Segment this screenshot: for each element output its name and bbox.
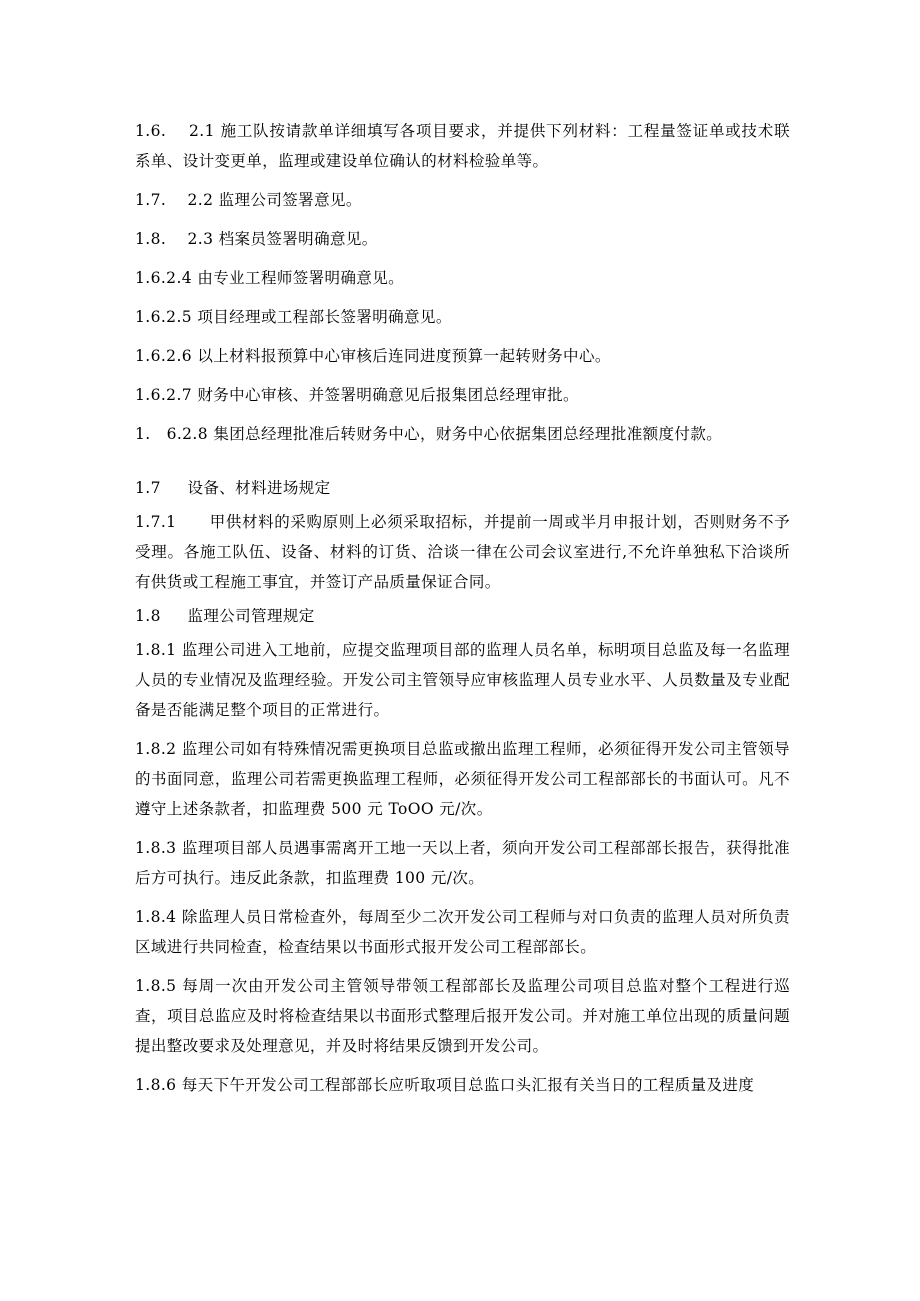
paragraph-1-8-4: 1.8.4 除监理人员日常检查外，每周至少二次开发公司工程师与对口负责的监理人员对所负责区域进行共同检查，检查结果以书面形式报开发公司工程部部长。 (135, 908, 790, 956)
paragraph-1-8-2: 1.8.2 监理公司如有特殊情况需更换项目总监或撤出监理工程师，必须征得开发公司主管领导的书面同意，监理公司若需更换监理工程师，必须征得开发公司工程部部长的书面认可。凡不遵守上述条款者，扣监理费 500 元 ToOO 元/次。 (135, 740, 790, 818)
paragraph-1-6-2-4: 1.6.2.4 由专业工程师签署明确意见。 (135, 269, 405, 287)
paragraph-1-6-2-5: 1.6.2.5 项目经理或工程部长签署明确意见。 (135, 308, 452, 326)
section-heading-1-7: 1.7 设备、材料进场规定 (135, 479, 331, 497)
paragraph-1-6-2-2: 1.7. 2.2 监理公司签署意见。 (135, 191, 362, 209)
paragraph-1-6-2-1: 1.6. 2.1 施工队按请款单详细填写各项目要求，并提供下列材料：工程量签证单或技术联系单、设计变更单，监理或建设单位确认的材料检验单等。 (135, 122, 790, 170)
section-heading-1-8: 1.8 监理公司管理规定 (135, 607, 315, 625)
paragraph-1-8-6: 1.8.6 每天下午开发公司工程部部长应听取项目总监口头汇报有关当日的工程质量及进度 (135, 1076, 755, 1094)
paragraph-1-6-2-3: 1.8. 2.3 档案员签署明确意见。 (135, 230, 378, 248)
paragraph-1-6-2-7: 1.6.2.7 财务中心审核、并签署明确意见后报集团总经理审批。 (135, 386, 579, 404)
paragraph-1-7-1: 1.7.1 甲供材料的采购原则上必须采取招标，并提前一周或半月申报计划，否则财务不予受理。各施工队伍、设备、材料的订货、洽谈一律在公司会议室进行,不允许单独私下洽谈所有供货或工程施工事宜，并签订产品质量保证合同。 (135, 513, 790, 591)
paragraph-1-8-3: 1.8.3 监理项目部人员遇事需离开工地一天以上者，须向开发公司工程部部长报告，获得批准后方可执行。违反此条款，扣监理费 100 元/次。 (135, 839, 790, 887)
document-body (135, 116, 790, 1109)
paragraph-1-8-5: 1.8.5 每周一次由开发公司主管领导带领工程部部长及监理公司项目总监对整个工程进行巡查，项目总监应及时将检查结果以书面形式整理后报开发公司。并对施工单位出现的质量问题提出整改要求及处理意见，并及时将结果反馈到开发公司。 (135, 977, 790, 1055)
paragraph-1-6-2-6: 1.6.2.6 以上材料报预算中心审核后连同进度预算一起转财务中心。 (135, 347, 611, 365)
paragraph-1-8-1: 1.8.1 监理公司进入工地前，应提交监理项目部的监理人员名单，标明项目总监及每一名监理人员的专业情况及监理经验。开发公司主管领导应审核监理人员专业水平、人员数量及专业配备是否能满足整个项目的正常进行。 (135, 641, 790, 719)
paragraph-1-6-2-8: 1. 6.2.8 集团总经理批准后转财务中心，财务中心依据集团总经理批准额度付款。 (135, 425, 723, 443)
